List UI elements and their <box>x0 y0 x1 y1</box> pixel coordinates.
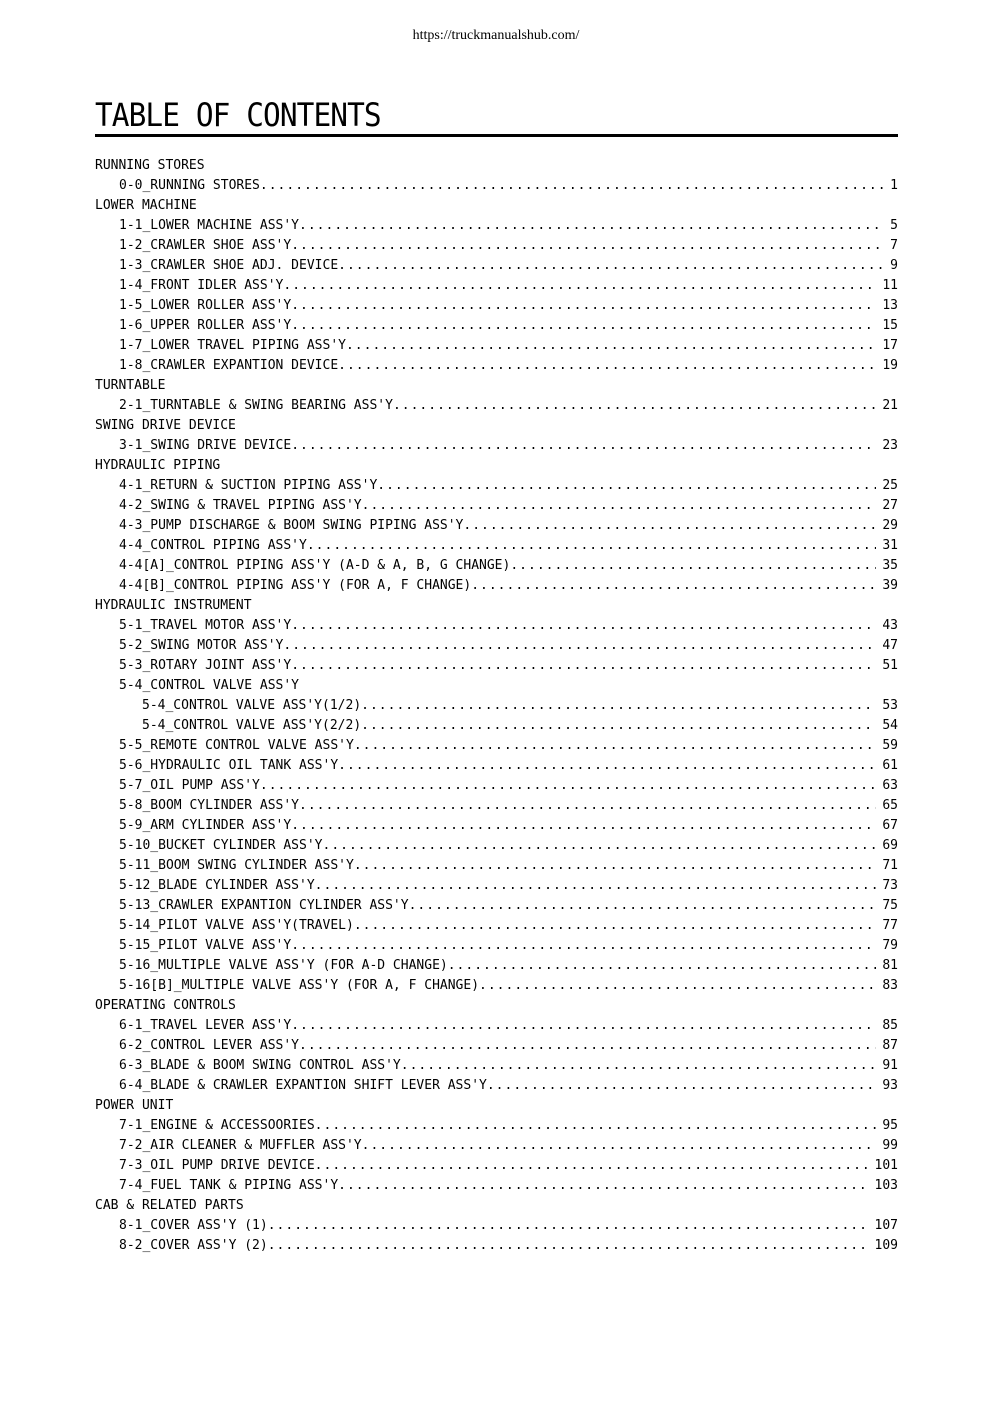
toc-page-number: 85 <box>882 1018 898 1033</box>
toc-entry <box>95 676 898 696</box>
toc-entry[interactable] <box>95 1176 898 1196</box>
toc-entry[interactable] <box>95 756 898 776</box>
toc-entry[interactable] <box>95 916 898 936</box>
toc-page-number: 7 <box>890 238 898 253</box>
toc-entry[interactable] <box>95 716 898 736</box>
toc-page-number: 91 <box>882 1058 898 1073</box>
page-title: TABLE OF CONTENTS <box>95 96 381 134</box>
toc-leader-dots <box>268 1236 869 1256</box>
toc-leader-dots <box>299 216 884 236</box>
toc-entry-title: 4-1_RETURN & SUCTION PIPING ASS'Y <box>119 478 378 493</box>
toc-entry-title: 4-4_CONTROL PIPING ASS'Y <box>119 538 307 553</box>
toc-leader-dots <box>409 896 877 916</box>
toc-entry[interactable] <box>95 476 898 496</box>
toc-entry[interactable] <box>95 776 898 796</box>
toc-page-number: 51 <box>882 658 898 673</box>
toc-page-number: 53 <box>882 698 898 713</box>
toc-page-number: 73 <box>882 878 898 893</box>
toc-leader-dots <box>463 516 876 536</box>
toc-entry-title: 5-3_ROTARY JOINT ASS'Y <box>119 658 292 673</box>
toc-entry-title: HYDRAULIC PIPING <box>95 458 221 473</box>
toc-page-number: 87 <box>882 1038 898 1053</box>
toc-section-heading <box>95 1196 898 1216</box>
toc-entry[interactable] <box>95 836 898 856</box>
toc-page-number: 79 <box>882 938 898 953</box>
toc-leader-dots <box>291 1016 876 1036</box>
toc-leader-dots <box>338 756 876 776</box>
toc-entry-title: 5-16_MULTIPLE VALVE ASS'Y (FOR A-D CHANGE) <box>119 958 448 973</box>
toc-page-number: 99 <box>882 1138 898 1153</box>
toc-entry-title: 1-7_LOWER TRAVEL PIPING ASS'Y <box>119 338 346 353</box>
toc-entry[interactable] <box>95 656 898 676</box>
toc-leader-dots <box>338 256 884 276</box>
toc-entry-title: 1-4_FRONT IDLER ASS'Y <box>119 278 284 293</box>
toc-entry-title: 5-7_OIL PUMP ASS'Y <box>119 778 260 793</box>
toc-leader-dots <box>291 616 876 636</box>
toc-page-number: 23 <box>882 438 898 453</box>
toc-page-number: 39 <box>882 578 898 593</box>
toc-leader-dots <box>291 656 876 676</box>
toc-page-number: 67 <box>882 818 898 833</box>
toc-entry-title: 5-14_PILOT VALVE ASS'Y(TRAVEL) <box>119 918 354 933</box>
toc-entry[interactable] <box>95 1056 898 1076</box>
toc-entry-title: 8-2_COVER ASS'Y (2) <box>119 1238 268 1253</box>
toc-leader-dots <box>338 356 876 376</box>
toc-page-number: 17 <box>882 338 898 353</box>
toc-entry[interactable] <box>95 536 898 556</box>
toc-section-heading <box>95 376 898 396</box>
toc-leader-dots <box>291 436 876 456</box>
toc-page-number: 5 <box>890 218 898 233</box>
toc-entry-title: CAB & RELATED PARTS <box>95 1198 244 1213</box>
toc-entry[interactable] <box>95 956 898 976</box>
toc-page-number: 11 <box>882 278 898 293</box>
toc-section-heading <box>95 996 898 1016</box>
toc-section-heading <box>95 1096 898 1116</box>
toc-page-number: 83 <box>882 978 898 993</box>
toc-page-number: 65 <box>882 798 898 813</box>
toc-leader-dots <box>315 1156 869 1176</box>
toc-entry-title: 3-1_SWING DRIVE DEVICE <box>119 438 292 453</box>
toc-entry-title: 8-1_COVER ASS'Y (1) <box>119 1218 268 1233</box>
toc-entry[interactable] <box>95 496 898 516</box>
toc-entry[interactable] <box>95 976 898 996</box>
toc-section-heading <box>95 196 898 216</box>
toc-entry-title: 5-16[B]_MULTIPLE VALVE ASS'Y (FOR A, F CHANGE) <box>119 978 480 993</box>
toc-entry[interactable] <box>95 256 898 276</box>
toc-page-number: 31 <box>882 538 898 553</box>
toc-leader-dots <box>307 536 877 556</box>
toc-entry-title: 7-1_ENGINE & ACCESSOORIES <box>119 1118 315 1133</box>
toc-leader-dots <box>299 796 876 816</box>
toc-entry-title: 7-2_AIR CLEANER & MUFFLER ASS'Y <box>119 1138 362 1153</box>
toc-entry-title: 1-3_CRAWLER SHOE ADJ. DEVICE <box>119 258 339 273</box>
toc-entry-title: 5-13_CRAWLER EXPANTION CYLINDER ASS'Y <box>119 898 409 913</box>
toc-entry-title: 7-4_FUEL TANK & PIPING ASS'Y <box>119 1178 339 1193</box>
title-underline <box>95 134 898 137</box>
toc-leader-dots <box>268 1216 869 1236</box>
toc-leader-dots <box>510 556 876 576</box>
toc-entry-title: LOWER MACHINE <box>95 198 197 213</box>
toc-entry[interactable] <box>95 856 898 876</box>
toc-page-number: 1 <box>890 178 898 193</box>
toc-entry[interactable] <box>95 1076 898 1096</box>
toc-page-number: 63 <box>882 778 898 793</box>
toc-page-number: 21 <box>882 398 898 413</box>
toc-section-heading <box>95 156 898 176</box>
toc-page-number: 13 <box>882 298 898 313</box>
toc-entry-title: 6-1_TRAVEL LEVER ASS'Y <box>119 1018 292 1033</box>
toc-entry[interactable] <box>95 816 898 836</box>
toc-entry[interactable] <box>95 1016 898 1036</box>
toc-entry-title: TURNTABLE <box>95 378 166 393</box>
header-url: https://truckmanualshub.com/ <box>412 28 580 43</box>
toc-section-heading <box>95 596 898 616</box>
toc-entry[interactable] <box>95 876 898 896</box>
toc-entry-title: 4-4[A]_CONTROL PIPING ASS'Y (A-D & A, B, G CHANGE) <box>119 558 511 573</box>
toc-page-number: 19 <box>882 358 898 373</box>
toc-entry[interactable] <box>95 796 898 816</box>
toc-leader-dots <box>354 856 877 876</box>
toc-entry-title: 5-4_CONTROL VALVE ASS'Y <box>119 678 300 693</box>
toc-leader-dots <box>283 276 876 296</box>
toc-entry-title: 1-2_CRAWLER SHOE ASS'Y <box>119 238 292 253</box>
toc-entry-title: 5-15_PILOT VALVE ASS'Y <box>119 938 292 953</box>
toc-entry[interactable] <box>95 216 898 236</box>
toc-leader-dots <box>291 316 876 336</box>
toc-entry-title: 1-8_CRAWLER EXPANTION DEVICE <box>119 358 339 373</box>
toc-leader-dots <box>291 296 876 316</box>
toc-entry[interactable] <box>95 636 898 656</box>
toc-entry[interactable] <box>95 576 898 596</box>
toc-section-heading <box>95 456 898 476</box>
toc-page-number: 9 <box>890 258 898 273</box>
toc-entry[interactable] <box>95 696 898 716</box>
toc-entry-title: 1-1_LOWER MACHINE ASS'Y <box>119 218 300 233</box>
toc-entry[interactable] <box>95 736 898 756</box>
toc-page-number: 95 <box>882 1118 898 1133</box>
toc-entry[interactable] <box>95 896 898 916</box>
toc-leader-dots <box>291 236 884 256</box>
toc-entry[interactable] <box>95 616 898 636</box>
toc-leader-dots <box>362 496 877 516</box>
toc-leader-dots <box>291 936 876 956</box>
toc-entry[interactable] <box>95 1216 898 1236</box>
toc-entry-title: 5-4_CONTROL VALVE ASS'Y(2/2) <box>142 718 362 733</box>
toc-leader-dots <box>323 836 877 856</box>
toc-leader-dots <box>354 736 877 756</box>
toc-entry[interactable] <box>95 276 898 296</box>
toc-entry-title: 5-1_TRAVEL MOTOR ASS'Y <box>119 618 292 633</box>
toc-page-number: 15 <box>882 318 898 333</box>
toc-entry[interactable] <box>95 176 898 196</box>
toc-entry-title: 5-4_CONTROL VALVE ASS'Y(1/2) <box>142 698 362 713</box>
toc-entry[interactable] <box>95 1116 898 1136</box>
toc-entry-title: 5-6_HYDRAULIC OIL TANK ASS'Y <box>119 758 339 773</box>
toc-leader-dots <box>291 816 876 836</box>
toc-entry[interactable] <box>95 336 898 356</box>
toc-entry[interactable] <box>95 1036 898 1056</box>
toc-entry-title: 5-2_SWING MOTOR ASS'Y <box>119 638 284 653</box>
toc-page-number: 71 <box>882 858 898 873</box>
toc-entry-title: 2-1_TURNTABLE & SWING BEARING ASS'Y <box>119 398 393 413</box>
toc-page-number: 101 <box>874 1158 898 1173</box>
toc-entry[interactable] <box>95 1136 898 1156</box>
toc-entry[interactable] <box>95 316 898 336</box>
toc-section-heading <box>95 416 898 436</box>
toc-entry[interactable] <box>95 1236 898 1256</box>
toc-entry-title: SWING DRIVE DEVICE <box>95 418 236 433</box>
toc-leader-dots <box>362 1136 877 1156</box>
toc-entry[interactable] <box>95 556 898 576</box>
toc-entry-title: 1-6_UPPER ROLLER ASS'Y <box>119 318 292 333</box>
toc-page-number: 75 <box>882 898 898 913</box>
toc-entry-title: 4-4[B]_CONTROL PIPING ASS'Y (FOR A, F CHANGE) <box>119 578 472 593</box>
toc-page-number: 77 <box>882 918 898 933</box>
toc-entry-title: 5-5_REMOTE CONTROL VALVE ASS'Y <box>119 738 354 753</box>
toc-leader-dots <box>283 636 876 656</box>
toc-page-number: 59 <box>882 738 898 753</box>
toc-leader-dots <box>393 396 876 416</box>
toc-page-number: 107 <box>874 1218 898 1233</box>
toc-leader-dots <box>361 716 876 736</box>
toc-entry-title: 0-0_RUNNING STORES <box>119 178 260 193</box>
toc-entry[interactable] <box>95 296 898 316</box>
toc-entry[interactable] <box>95 516 898 536</box>
toc-entry-title: OPERATING CONTROLS <box>95 998 236 1013</box>
toc-page-number: 81 <box>882 958 898 973</box>
toc-entry-title: POWER UNIT <box>95 1098 174 1113</box>
toc-leader-dots <box>361 696 876 716</box>
toc-leader-dots <box>401 1056 877 1076</box>
toc-page-number: 109 <box>874 1238 898 1253</box>
table-of-contents <box>95 156 898 1256</box>
toc-entry-title: RUNNING STORES <box>95 158 205 173</box>
toc-entry-title: 5-9_ARM CYLINDER ASS'Y <box>119 818 292 833</box>
toc-leader-dots <box>487 1076 876 1096</box>
toc-entry-title: 5-11_BOOM SWING CYLINDER ASS'Y <box>119 858 354 873</box>
toc-entry-title: 5-10_BUCKET CYLINDER ASS'Y <box>119 838 323 853</box>
toc-entry[interactable] <box>95 936 898 956</box>
toc-entry-title: 5-8_BOOM CYLINDER ASS'Y <box>119 798 300 813</box>
toc-entry-title: 6-3_BLADE & BOOM SWING CONTROL ASS'Y <box>119 1058 401 1073</box>
toc-leader-dots <box>479 976 876 996</box>
toc-entry-title: 5-12_BLADE CYLINDER ASS'Y <box>119 878 315 893</box>
toc-page-number: 61 <box>882 758 898 773</box>
toc-leader-dots <box>338 1176 868 1196</box>
toc-entry-title: 7-3_OIL PUMP DRIVE DEVICE <box>119 1158 315 1173</box>
toc-leader-dots <box>471 576 876 596</box>
toc-page-number: 47 <box>882 638 898 653</box>
toc-page-number: 43 <box>882 618 898 633</box>
toc-entry[interactable] <box>95 436 898 456</box>
toc-page-number: 25 <box>882 478 898 493</box>
toc-leader-dots <box>377 476 876 496</box>
toc-entry-title: 4-3_PUMP DISCHARGE & BOOM SWING PIPING ASS'Y <box>119 518 464 533</box>
toc-leader-dots <box>354 916 877 936</box>
toc-leader-dots <box>260 176 884 196</box>
toc-page-number: 35 <box>882 558 898 573</box>
toc-leader-dots <box>315 876 877 896</box>
toc-entry-title: 4-2_SWING & TRAVEL PIPING ASS'Y <box>119 498 362 513</box>
toc-leader-dots <box>448 956 877 976</box>
toc-leader-dots <box>299 1036 876 1056</box>
toc-page-number: 54 <box>882 718 898 733</box>
toc-page-number: 27 <box>882 498 898 513</box>
toc-page-number: 93 <box>882 1078 898 1093</box>
toc-entry-title: 6-2_CONTROL LEVER ASS'Y <box>119 1038 300 1053</box>
toc-entry-title: 6-4_BLADE & CRAWLER EXPANTION SHIFT LEVER ASS'Y <box>119 1078 487 1093</box>
toc-page-number: 69 <box>882 838 898 853</box>
toc-entry-title: HYDRAULIC INSTRUMENT <box>95 598 252 613</box>
toc-entry[interactable] <box>95 1156 898 1176</box>
toc-entry[interactable] <box>95 236 898 256</box>
toc-entry-title: 1-5_LOWER ROLLER ASS'Y <box>119 298 292 313</box>
toc-leader-dots <box>315 1116 877 1136</box>
toc-leader-dots <box>260 776 876 796</box>
toc-page-number: 103 <box>874 1178 898 1193</box>
toc-page-number: 29 <box>882 518 898 533</box>
toc-entry[interactable] <box>95 396 898 416</box>
toc-leader-dots <box>346 336 876 356</box>
toc-entry[interactable] <box>95 356 898 376</box>
